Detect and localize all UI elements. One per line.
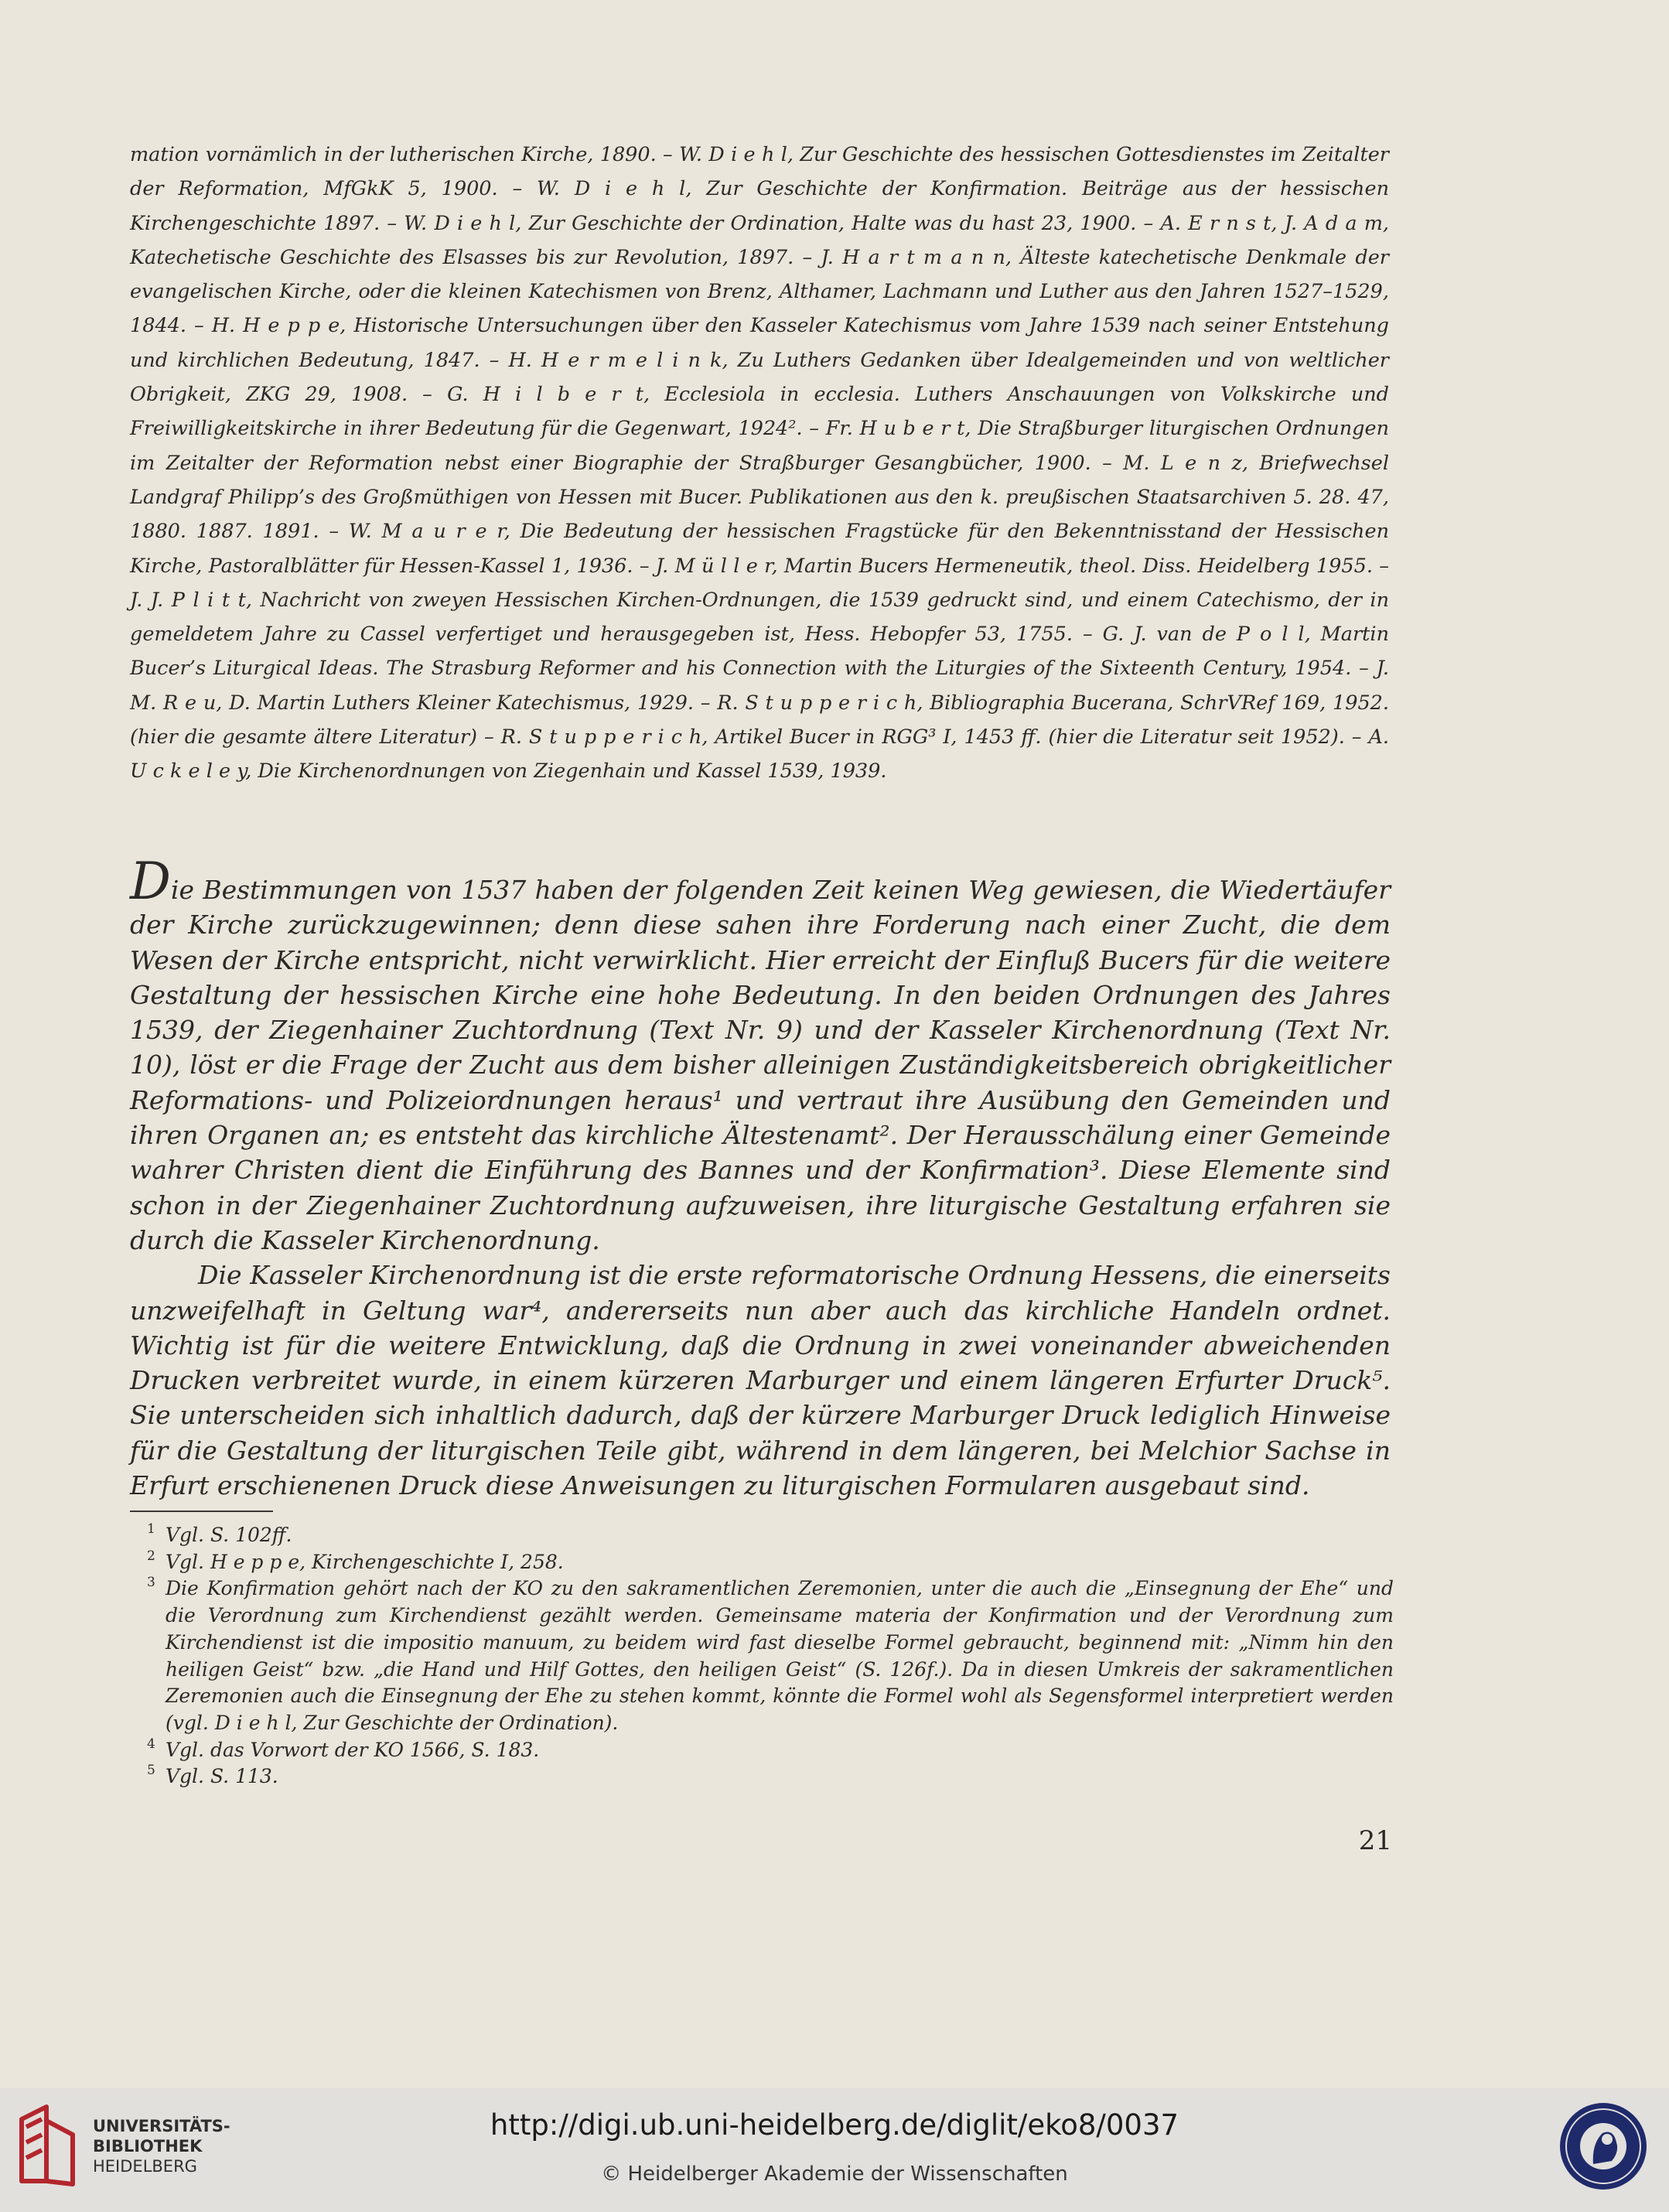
literature-paragraph: mation vornämlich in der lutherischen Kirche, 1890. – W. D i e h l, Zur Geschichte des hessischen Gottesdienstes im Zeitalter der Reformation, MfGkK 5, 1900. – W. D i e h l, Zur Geschichte der Konfirmation. Beiträge aus der hessischen Kirchengeschichte 1897. – W. D i e h l, Zur Geschichte der Ordination, Halte was du hast 23, 1900. – A. E r n s t, J. A d a m, Katechetische Geschichte des Elsasses bis zur Revolution, 1897. – J. H a r t m a n n, Älteste katechetische Denkmale der evangelischen Kirche, oder die kleinen Katechismen von Brenz, Althamer, Lachmann und Luther aus den Jahren 1527–1529, 1844. – H. H e p p e, Historische Untersuchungen über den Kasseler Katechismus vom Jahre 1539 nach seiner Entstehung und kirchlichen Bedeutung, 1847. – H. H e r m e l i n k, Zu Luthers Gedanken über Idealgemeinden und von weltlicher Obrigkeit, ZKG 29, 1908. – G. H i l b e r t, Ecclesiola in ecclesia. Luthers Anschauungen von Volkskirche und Freiwilligkeitskirche in ihrer Bedeutung für die Gegenwart, 1924². – Fr. H u b e r t, Die Straßburger liturgischen Ordnungen im Zeitalter der Reformation nebst einer Biographie der Straßburger Gesangbücher, 1900. – M. L e n z, Briefwechsel Landgraf Philipp’s des Großmüthigen von Hessen mit Bucer. Publikationen aus den k. preußischen Staatsarchiven 5. 28. 47, 1880. 1887. 1891. – W. M a u r e r, Die Bedeutung der hessischen Fragstücke für den Bekenntnisstand der Hessischen Kirche, Pastoralblätter für Hessen-Kassel 1, 1936. – J. M ü l l e r, Martin Bucers Hermeneutik, theol. Diss. Heidelberg 1955. – J. J. P l i t t, Nachricht von zweyen Hessischen Kirchen-Ordnungen, die 1539 gedruckt sind, und einem Catechismo, der in gemeldetem Jahre zu Cassel verfertiget und herausgegeben ist, Hess. Hebopfer 53, 1755. – G. J. van de P o l l, Martin Bucer’s Liturgical Ideas. The Strasburg Reformer and his Connection with the Liturgies of the Sixteenth Century, 1954. – J. M. R e u, D. Martin Luthers Kleiner Katechismus, 1929. – R. S t u p p e r i c h, Bibliographia Bucerana, SchrVRef 169, 1952. (hier die gesamte ältere Literatur) – R. S t u p p e r i c h, Artikel Bucer in RGG³ I, 1453 ff. (hier die Literatur seit 1952). – A. U c k e l e y, Die Kirchenordnungen von Ziegenhain und Kassel 1539, 1939. bbox=[130, 143, 1389, 783]
footnote-number: 4 bbox=[147, 1736, 155, 1752]
footnotes bbox=[130, 1522, 1394, 1790]
permalink-url[interactable]: http://digi.ub.uni-heidelberg.de/diglit/eko8/0037 bbox=[490, 2108, 1179, 2142]
footnote-text: Vgl. das Vorwort der KO 1566, S. 183. bbox=[166, 1738, 540, 1761]
footnote-4 bbox=[130, 1737, 1394, 1764]
academy-seal-icon[interactable] bbox=[1558, 2101, 1649, 2192]
library-line-1: UNIVERSITÄTS- bbox=[93, 2117, 230, 2135]
footnote-text: Die Konfirmation gehört nach der KO zu den sakramentlichen Zeremonien, unter die auch die „Einsegnung der Ehe“ und die Verordnung zum Kirchendienst gezählt werden. Gemeinsame materia der Konfirmation und der Verordnung zum Kirchendienst ist die impositio manuum, zu beidem wird fast dieselbe Formel gebraucht, beginnend mit: „Nimm hin den heiligen Geist“ bzw. „die Hand und Hilf Gottes, den heiligen Geist“ (S. 126f.). Da in diesen Umkreis der sakramentlichen Zeremonien auch die Einsegnung der Ehe zu stehen kommt, könnte die Formel wohl als Segensformel interpretiert werden (vgl. D i e h l, Zur Geschichte der Ordination). bbox=[166, 1577, 1394, 1734]
footnote-number: 3 bbox=[147, 1575, 155, 1591]
footnote-divider bbox=[130, 1511, 273, 1512]
paragraph-1 bbox=[130, 852, 1391, 1258]
library-line-3: HEIDELBERG bbox=[93, 2157, 197, 2176]
footnote-text: Vgl. S. 113. bbox=[166, 1765, 278, 1788]
drop-cap: D bbox=[130, 852, 171, 911]
paragraph-1-text: ie Bestimmungen von 1537 haben der folgenden Zeit keinen Weg gewiesen, die Wiedertäufer der Kirche zurückzugewinnen; denn diese sahen ihre Forderung nach einer Zucht, die dem Wesen der Kirche entspricht, nicht verwirklicht. Hier erreicht der Einfluß Bucers für die weitere Gestaltung der hessischen Kirche eine hohe Bedeutung. In den beiden Ordnungen des Jahres 1539, der Ziegenhainer Zuchtordnung (Text Nr. 9) und der Kasseler Kirchenordnung (Text Nr. 10), löst er die Frage der Zucht aus dem bisher alleinigen Zuständigkeitsbereich obrigkeitlicher Reformations- und Polizeiordnungen heraus¹ und vertraut ihre Ausübung den Gemeinden und ihren Organen an; es entsteht das kirchliche Ältestenamt². Der Herausschälung einer Gemeinde wahrer Christen dient die Einführung des Bannes und der Konfirmation³. Diese Elemente sind schon in der Ziegenhainer Zuchtordnung aufzuweisen, ihre liturgische Gestaltung erfahren sie durch die Kasseler Kirchenordnung. bbox=[130, 875, 1391, 1255]
footnote-number: 2 bbox=[147, 1548, 155, 1564]
page-number: 21 bbox=[1358, 1825, 1392, 1856]
footnote-2 bbox=[130, 1549, 1394, 1576]
footnote-text: Vgl. H e p p e, Kirchengeschichte I, 258. bbox=[166, 1550, 564, 1573]
footnote-text: Vgl. S. 102ff. bbox=[166, 1524, 292, 1546]
library-line-2: BIBLIOTHEK bbox=[93, 2137, 203, 2156]
footnote-5 bbox=[130, 1763, 1394, 1790]
footnote-number: 1 bbox=[147, 1521, 155, 1537]
paragraph-2: Die Kasseler Kirchenordnung ist die erste reformatorische Ordnung Hessens, die einerseits unzweifelhaft in Geltung war⁴, andererseits nun aber auch das kirchliche Handeln ordnet. Wichtig ist für die weitere Entwicklung, daß die Ordnung in zwei voneinander abweichenden Drucken verbreitet wurde, in einem kürzeren Marburger und einem längeren Erfurter Druck⁵. Sie unterscheiden sich inhaltlich dadurch, daß der kürzere Marburger Druck lediglich Hinweise für die Gestaltung der liturgischen Teile gibt, während in dem längeren, bei Melchior Sachse in Erfurt erschienenen Druck diese Anweisungen zu liturgischen Formularen ausgebaut sind. bbox=[130, 1260, 1391, 1501]
main-text bbox=[130, 852, 1391, 1503]
footnote-3 bbox=[130, 1575, 1394, 1736]
footer-bar bbox=[0, 2088, 1669, 2212]
footnote-number: 5 bbox=[147, 1763, 155, 1779]
footnote-1 bbox=[130, 1522, 1394, 1549]
copyright-notice: © Heidelberger Akademie der Wissenschaften bbox=[601, 2163, 1068, 2186]
